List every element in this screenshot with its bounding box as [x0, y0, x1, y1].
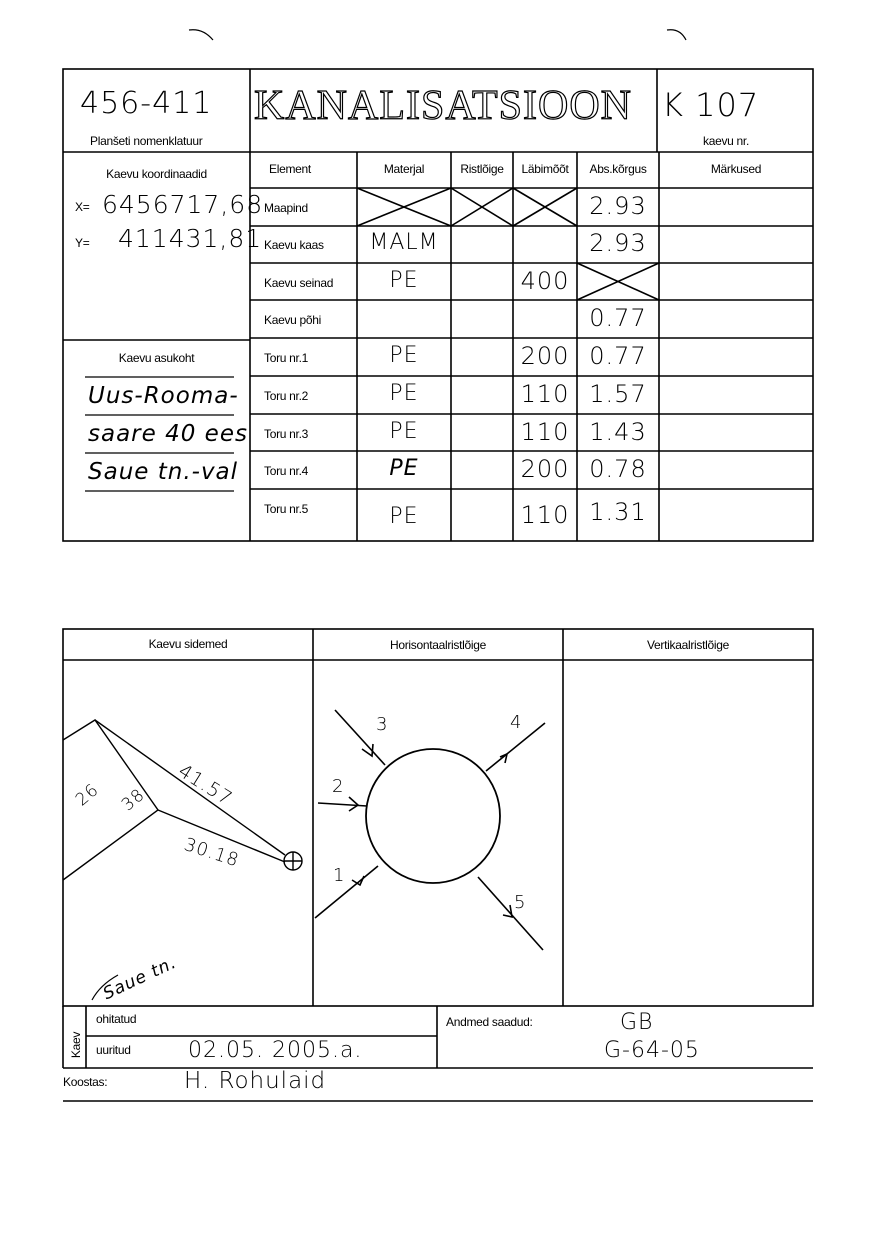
author-name: H. Rohulaid	[184, 1068, 327, 1094]
row-element: Kaevu kaas	[264, 238, 324, 252]
well-number: K 107	[662, 86, 760, 124]
row-element: Toru nr.3	[264, 427, 308, 441]
section-ties-title: Kaevu sidemed	[148, 637, 228, 651]
sheet-label: Planšeti nomenklatuur	[90, 134, 203, 148]
data-source-line-1: GB	[620, 1010, 654, 1035]
row-height: 0.77	[589, 304, 647, 332]
row-material: PE	[389, 419, 419, 444]
row-material: PE	[389, 268, 419, 293]
side-label: Kaev	[69, 1031, 83, 1059]
row-material: PE	[389, 456, 419, 481]
location-line-1: Uus-Rooma-	[88, 383, 239, 409]
row-diameter: 110	[520, 380, 570, 408]
data-source-label: Andmed saadud:	[446, 1015, 533, 1029]
col-cross: Ristlõige	[460, 162, 504, 176]
row-element: Toru nr.5	[264, 502, 308, 516]
section-horizontal-title: Horisontaalristlõige	[389, 638, 487, 652]
pipe-number-5: 5	[514, 892, 527, 913]
row-element: Kaevu põhi	[264, 313, 322, 327]
row-diameter: 110	[520, 418, 570, 446]
y-value: 411431,81	[118, 224, 263, 253]
page-title: KANALISATSIOON	[254, 83, 632, 129]
location-label: Kaevu asukoht	[118, 351, 195, 365]
row-height: 0.77	[589, 342, 647, 370]
pipe-number-2: 2	[332, 776, 345, 797]
surveyed-date: 02.05. 2005.a.	[188, 1038, 363, 1063]
y-prefix: Y=	[75, 236, 90, 250]
row-diameter: 400	[520, 267, 570, 295]
sketch-number-a: 26	[72, 779, 103, 811]
row-material: MALM	[369, 230, 439, 255]
col-notes: Märkused	[710, 162, 762, 176]
x-value: 6456717,68	[102, 190, 264, 219]
row-material: PE	[389, 381, 419, 406]
location-line-3: Saue tn.-val	[88, 459, 239, 485]
row-height: 1.57	[589, 380, 647, 408]
col-material: Materjal	[383, 162, 425, 176]
sheet-number: 456-411	[80, 86, 213, 121]
sketch-number-b: 38	[118, 784, 149, 816]
location-line-2: saare 40 ees	[88, 421, 248, 447]
distance-label-2: 30.18	[181, 834, 242, 872]
row-element: Toru nr.2	[264, 389, 308, 403]
row-height: 2.93	[589, 229, 647, 257]
row-element: Maapind	[264, 201, 308, 215]
row-material: PE	[389, 504, 419, 529]
row-diameter: 110	[520, 501, 570, 529]
well-label: kaevu nr.	[703, 134, 749, 148]
data-source-line-2: G-64-05	[604, 1038, 700, 1063]
row-element: Toru nr.4	[264, 464, 308, 478]
x-prefix: X=	[75, 200, 90, 214]
checked-label: ohitatud	[96, 1012, 137, 1026]
pipe-number-4: 4	[510, 712, 523, 733]
section-vertical-title: Vertikaalristlõige	[647, 638, 729, 652]
col-height: Abs.kõrgus	[589, 162, 647, 176]
row-height: 0.78	[589, 455, 647, 483]
author-label: Koostas:	[63, 1075, 108, 1089]
pipe-number-1: 1	[333, 865, 346, 886]
col-element: Element	[269, 162, 311, 176]
row-height: 2.93	[589, 192, 647, 220]
pipe-number-3: 3	[376, 714, 389, 735]
row-element: Kaevu seinad	[264, 276, 334, 290]
col-diameter: Läbimõõt	[521, 162, 569, 176]
row-material: PE	[389, 343, 419, 368]
surveyed-label: uuritud	[96, 1043, 131, 1057]
coords-label: Kaevu koordinaadid	[106, 167, 207, 181]
row-height: 1.43	[589, 418, 647, 446]
distance-label-1: 41.57	[174, 760, 237, 811]
row-height: 1.31	[589, 498, 647, 526]
row-element: Toru nr.1	[264, 351, 308, 365]
street-label: Saue tn.	[100, 952, 180, 1005]
row-diameter: 200	[520, 455, 570, 483]
row-diameter: 200	[520, 342, 570, 370]
